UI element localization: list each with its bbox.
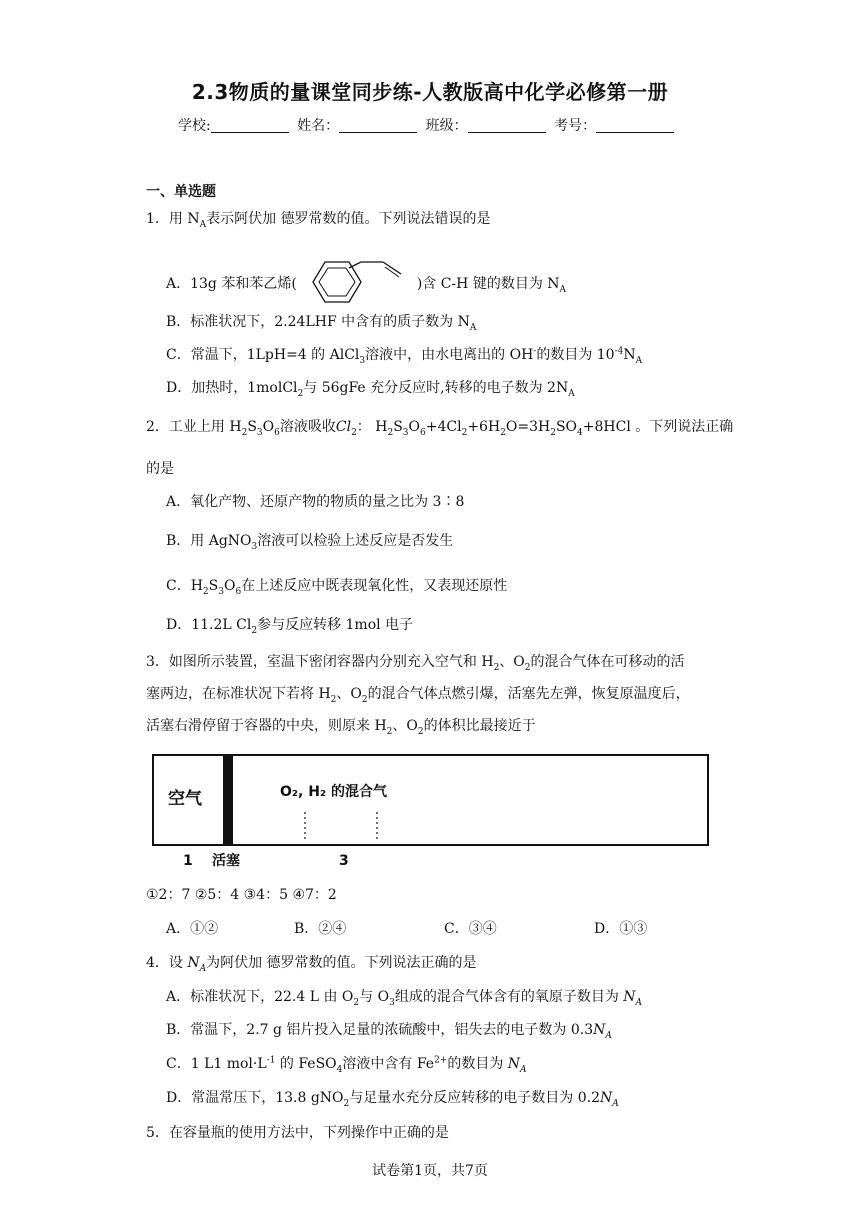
piston — [223, 755, 233, 845]
container-diagram — [150, 752, 712, 870]
school-label: 学校: — [178, 118, 211, 134]
q1-option-b: B．标准状况下，2.24LHF 中含有的质子数为 $N_A$ — [166, 314, 477, 333]
q1-option-d: D．加热时，1molCl$_2$与 56gFe 充分反应时,转移的电子数为 $2N_A$ — [166, 380, 575, 399]
exam-no-label: 考号： — [554, 118, 597, 134]
q2-option-a: A．氧化产物、还原产物的物质的量之比为 3∶8 — [166, 494, 465, 510]
mixture-label: O₂, H₂ 的混合气 — [280, 784, 387, 800]
q3-option-a: A．①② — [166, 921, 219, 937]
position-1-label: 1 — [183, 853, 193, 869]
name-blank[interactable] — [339, 118, 417, 133]
q2-stem-line2: 的是 — [146, 461, 174, 477]
q4-option-d: D．常温常压下，13.8 gNO$_2$与足量水充分反应转移的电子数目为 $0.2N_A$ — [166, 1090, 619, 1109]
q3-stem-line3: 活塞右滑停留于容器的中央，则原来 $H_2$、$O_2$的体积比最接近于 — [146, 718, 536, 737]
q2-stem: 2．工业上用 $H_2S_3O_6$溶液吸收$Cl_2$： $H_2S_3O_6+4Cl_2+6H_2O=3H_2SO_4+8HCl$ 。下列说法正确 — [146, 419, 734, 438]
container-outline — [153, 755, 708, 845]
position-3-label: 3 — [339, 853, 349, 869]
q3-option-b: B．②④ — [294, 921, 347, 937]
q5-stem: 5．在容量瓶的使用方法中，下列操作中正确的是 — [146, 1125, 449, 1141]
q2-option-c: C．$H_2S_3O_6$在上述反应中既表现氧化性，又表现还原性 — [166, 578, 508, 597]
q1-option-a: A．13g 苯和苯乙烯( )含 C-H 键的数目为 $N_A$ — [166, 260, 566, 304]
name-label: 姓名： — [297, 118, 340, 134]
school-blank[interactable] — [211, 118, 289, 133]
class-blank[interactable] — [468, 118, 546, 133]
q3-stem-line1: 3．如图所示装置，室温下密闭容器内分别充入空气和 $H_2$、$O_2$的混合气体在可移动的活 — [146, 654, 685, 673]
page-footer: 试卷第1页，共7页 — [372, 1163, 488, 1179]
q3-option-d: D．①③ — [594, 921, 648, 937]
q3-ratios: ①2：7 ②5：4 ③4：5 ④7：2 — [146, 887, 337, 903]
class-label: 班级： — [425, 118, 468, 134]
section-title: 一、单选题 — [146, 184, 216, 200]
q4-option-c: C．1 L1 $mol\cdot L^{-1}$ 的 FeSO$_4$溶液中含有 $Fe^{2+}$的数目为 $N_A$ — [166, 1055, 527, 1075]
q2-option-d: D．11.2L $Cl_2$参与反应转移 1mol 电子 — [166, 617, 414, 636]
q1-option-c: C．常温下，1LpH=4 的 AlCl$_3$溶液中，由水电离出的 OH-的数目为 $10^{-4}N_A$ — [166, 346, 643, 366]
q3-stem-line2: 塞两边，在标准状况下若将 $H_2$、$O_2$的混合气体点燃引爆，活塞先左弹，恢复原温度后， — [146, 686, 690, 705]
styrene-structure-icon — [297, 260, 417, 304]
exam-no-blank[interactable] — [596, 118, 674, 133]
q2-option-b: B．用 AgNO$_3$溶液可以检验上述反应是否发生 — [166, 533, 454, 552]
student-info-line — [178, 115, 678, 135]
page-title: 2.3物质的量课堂同步练-人教版高中化学必修第一册 — [191, 80, 669, 104]
q4-stem: 4．设 $N_A$为阿伏加 德罗常数的值。下列说法正确的是 — [146, 955, 477, 974]
piston-label: 活塞 — [212, 853, 240, 869]
q4-option-b: B．常温下，2.7 g 铝片投入足量的浓硫酸中，铝失去的电子数为 $0.3N_A$ — [166, 1022, 612, 1041]
q3-option-c: C．③④ — [444, 921, 497, 937]
q4-option-a: A．标准状况下，22.4 L 由 $O_2$与 $O_3$组成的混合气体含有的氧原子数目为 $N_A$ — [166, 989, 643, 1008]
air-label: 空气 — [168, 789, 202, 809]
q1-stem: 1．用 $N_A$表示阿伏加 德罗常数的值。下列说法错误的是 — [146, 211, 491, 230]
